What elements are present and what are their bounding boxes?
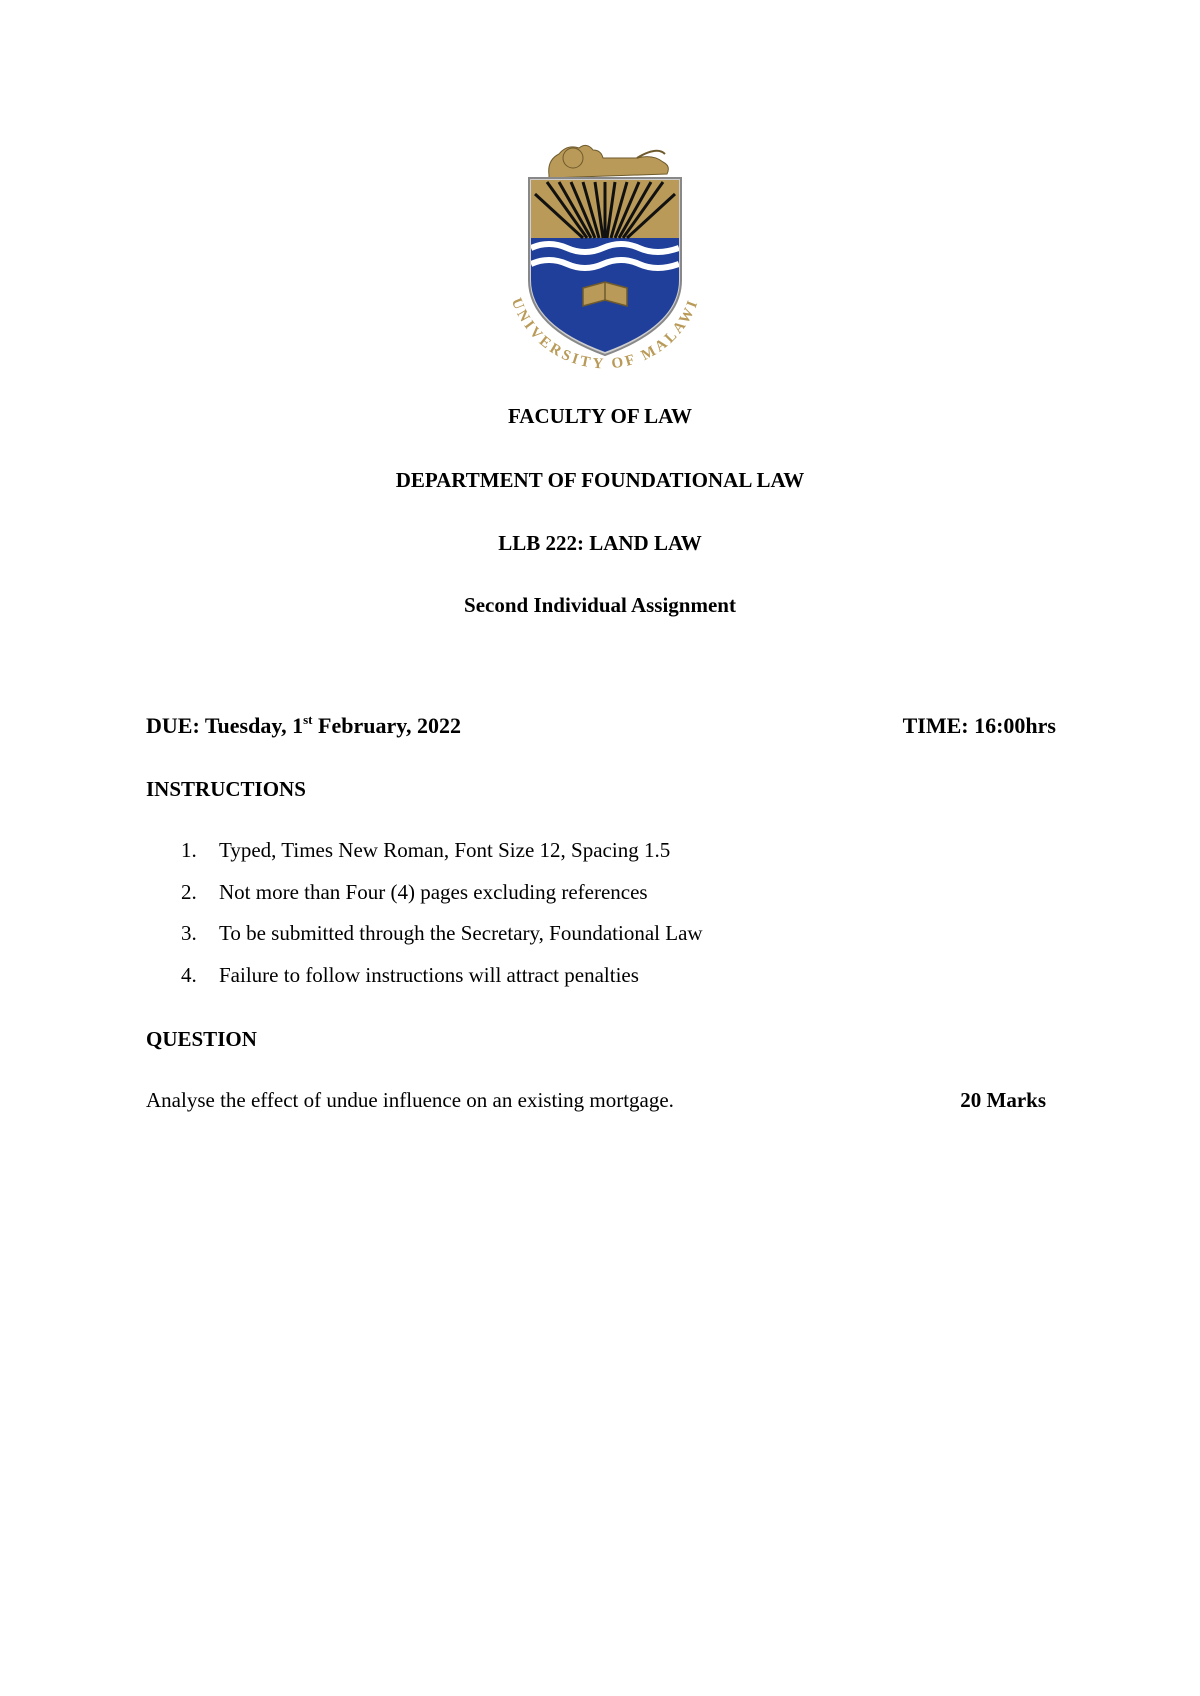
question-marks: 20 Marks bbox=[960, 1088, 1046, 1112]
department-heading: DEPARTMENT OF FOUNDATIONAL LAW bbox=[395, 468, 805, 492]
due-time: TIME: 16:00hrs bbox=[902, 713, 1056, 738]
university-crest-logo bbox=[487, 140, 723, 372]
question-heading: QUESTION bbox=[146, 1027, 257, 1051]
assignment-title: Second Individual Assignment bbox=[464, 593, 736, 617]
instructions-heading: INSTRUCTIONS bbox=[146, 777, 306, 801]
lion-emblem bbox=[549, 145, 669, 178]
document-page: UNIVERSITY OF MALAWI FACULTY OF LAW DEPARTMENT OF FOUNDATIONAL LAW LLB 222: LAND LAW Second Individual Assignment DUE: Tuesday, 1st February, 2022 TIME: 16:00hrs INSTRUCTIONS 1. Typed, Times New Roman, Font Size 12, Spacing 1.5 2. Not more than Four (4) pages excluding references 3. To be submitted through the Secretary, Foundational Law 4. Failure to follow instructions will attract penalties QUESTION Analyse the effect of undue influence on an existing mortgage. 20 Marks bbox=[0, 0, 1200, 1696]
course-heading: LLB 222: LAND LAW bbox=[498, 531, 702, 555]
crest-ring-text: UNIVERSITY OF MALAWI bbox=[507, 295, 703, 372]
question-text: Analyse the effect of undue influence on an existing mortgage. bbox=[146, 1088, 674, 1112]
due-date: DUE: Tuesday, 1st February, 2022 bbox=[146, 712, 462, 738]
faculty-heading: FACULTY OF LAW bbox=[508, 404, 692, 428]
